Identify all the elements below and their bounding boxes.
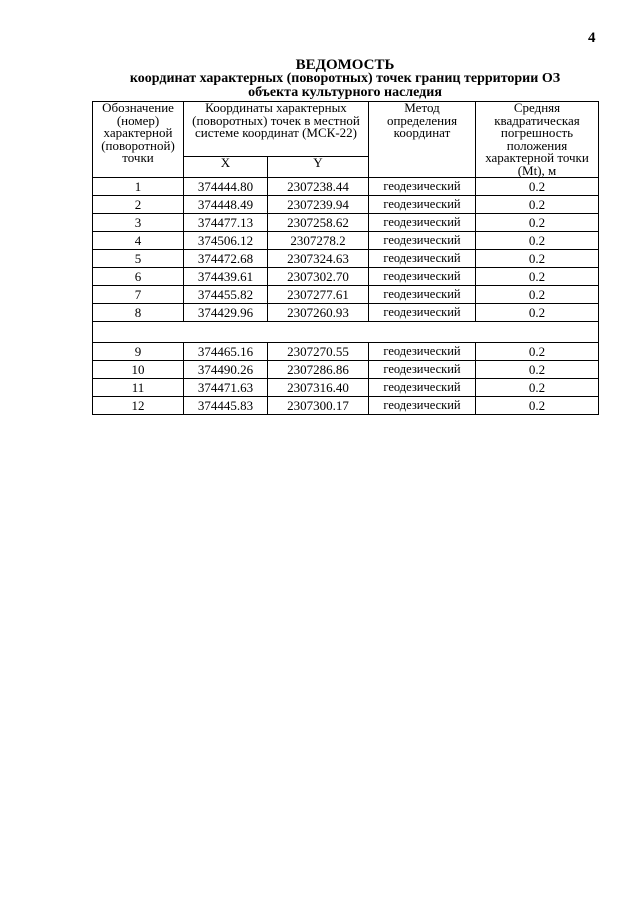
cell-point-number: 5 <box>93 250 184 268</box>
cell-accuracy: 0.2 <box>476 232 599 250</box>
cell-point-number: 6 <box>93 268 184 286</box>
cell-point-number: 12 <box>93 397 184 415</box>
cell-point-number: 7 <box>93 286 184 304</box>
cell-y: 2307258.62 <box>268 214 369 232</box>
cell-point-number: 8 <box>93 304 184 322</box>
cell-accuracy: 0.2 <box>476 379 599 397</box>
cell-accuracy: 0.2 <box>476 268 599 286</box>
cell-point-number: 10 <box>93 361 184 379</box>
cell-y: 2307239.94 <box>268 196 369 214</box>
cell-method: геодезический <box>369 379 476 397</box>
cell-x: 374506.12 <box>184 232 268 250</box>
cell-y: 2307270.55 <box>268 343 369 361</box>
cell-y: 2307238.44 <box>268 178 369 196</box>
cell-point-number: 3 <box>93 214 184 232</box>
cell-x: 374471.63 <box>184 379 268 397</box>
cell-y: 2307316.40 <box>268 379 369 397</box>
table-row <box>93 178 599 196</box>
cell-method: геодезический <box>369 397 476 415</box>
cell-x: 374472.68 <box>184 250 268 268</box>
cell-x: 374439.61 <box>184 268 268 286</box>
cell-y: 2307302.70 <box>268 268 369 286</box>
header-coordinates: Координаты характерных (поворотных) точек в местной системе координат (МСК-22) <box>184 102 369 157</box>
cell-y: 2307260.93 <box>268 304 369 322</box>
cell-method: геодезический <box>369 268 476 286</box>
cell-y: 2307278.2 <box>268 232 369 250</box>
header-y: Y <box>268 157 369 178</box>
cell-point-number: 9 <box>93 343 184 361</box>
header-method: Метод определения координат <box>369 102 476 178</box>
separator-cell <box>93 322 599 343</box>
table-row <box>93 196 599 214</box>
table-row <box>93 379 599 397</box>
cell-accuracy: 0.2 <box>476 361 599 379</box>
cell-y: 2307286.86 <box>268 361 369 379</box>
cell-accuracy: 0.2 <box>476 196 599 214</box>
header-x: X <box>184 157 268 178</box>
title-block <box>90 58 600 100</box>
cell-point-number: 4 <box>93 232 184 250</box>
cell-accuracy: 0.2 <box>476 286 599 304</box>
coordinates-table <box>92 101 599 415</box>
table-row <box>93 286 599 304</box>
table-row <box>93 232 599 250</box>
cell-accuracy: 0.2 <box>476 304 599 322</box>
header-designation: Обозначение (номер) характерной (поворотной) точки <box>93 102 184 178</box>
cell-accuracy: 0.2 <box>476 343 599 361</box>
table-row <box>93 250 599 268</box>
cell-method: геодезический <box>369 214 476 232</box>
cell-x: 374429.96 <box>184 304 268 322</box>
cell-method: геодезический <box>369 196 476 214</box>
cell-method: геодезический <box>369 232 476 250</box>
cell-point-number: 1 <box>93 178 184 196</box>
cell-method: геодезический <box>369 343 476 361</box>
cell-point-number: 2 <box>93 196 184 214</box>
cell-method: геодезический <box>369 304 476 322</box>
cell-method: геодезический <box>369 361 476 379</box>
cell-accuracy: 0.2 <box>476 397 599 415</box>
table-row <box>93 304 599 322</box>
cell-x: 374445.83 <box>184 397 268 415</box>
cell-x: 374455.82 <box>184 286 268 304</box>
cell-method: геодезический <box>369 250 476 268</box>
cell-x: 374477.13 <box>184 214 268 232</box>
table-row <box>93 343 599 361</box>
table-body <box>93 178 599 415</box>
table-row <box>93 268 599 286</box>
table-row <box>93 397 599 415</box>
group-separator-row <box>93 322 599 343</box>
page-number: 4 <box>588 30 596 46</box>
cell-point-number: 11 <box>93 379 184 397</box>
cell-method: геодезический <box>369 178 476 196</box>
cell-accuracy: 0.2 <box>476 214 599 232</box>
cell-x: 374490.26 <box>184 361 268 379</box>
cell-x: 374465.16 <box>184 343 268 361</box>
cell-x: 374444.80 <box>184 178 268 196</box>
cell-y: 2307277.61 <box>268 286 369 304</box>
cell-y: 2307300.17 <box>268 397 369 415</box>
document-title: ВЕДОМОСТЬ <box>295 57 395 73</box>
cell-x: 374448.49 <box>184 196 268 214</box>
header-accuracy: Средняя квадратическая погрешность положения характерной точки (Mt), м <box>476 102 599 178</box>
cell-y: 2307324.63 <box>268 250 369 268</box>
cell-accuracy: 0.2 <box>476 178 599 196</box>
table-row <box>93 214 599 232</box>
cell-accuracy: 0.2 <box>476 250 599 268</box>
table-row <box>93 361 599 379</box>
document-subtitle-line1: координат характерных (поворотных) точек границ территории ОЗ <box>129 71 561 86</box>
cell-method: геодезический <box>369 286 476 304</box>
document-subtitle-line2: объекта культурного наследия <box>248 85 442 100</box>
